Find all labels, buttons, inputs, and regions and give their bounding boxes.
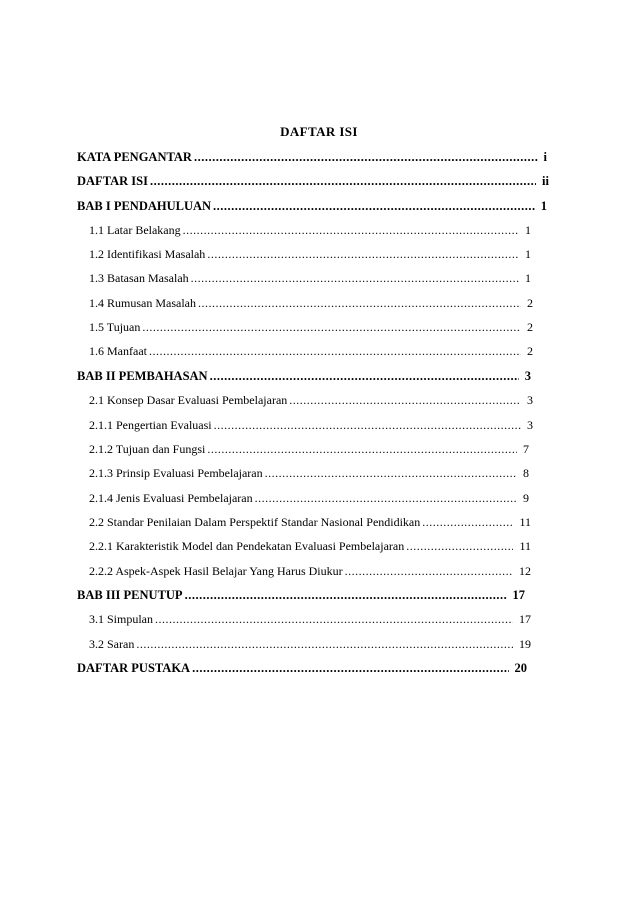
toc-entry-kata-pengantar[interactable] (77, 149, 547, 165)
toc-entry-label: 2.1.2 Tujuan dan Fungsi (89, 442, 206, 456)
toc-entry-2-1-4[interactable] (89, 490, 529, 506)
toc-entry-label: 2.1.4 Jenis Evaluasi Pembelajaran (89, 491, 253, 505)
dot-leader (212, 417, 521, 433)
toc-entry-page: 8 (523, 466, 529, 480)
toc-entry-2-2-1[interactable] (89, 538, 531, 554)
toc-entry-daftar-pustaka[interactable] (77, 660, 527, 676)
toc-entry-page: 17 (512, 588, 525, 602)
toc-entry-page: 11 (519, 515, 531, 529)
toc-entry-page: 3 (527, 418, 533, 432)
toc-entry-page: ii (542, 174, 549, 188)
dot-leader (192, 149, 538, 165)
toc-entry-2-2-2[interactable] (89, 563, 531, 579)
dot-leader (287, 392, 521, 408)
toc-entry-daftar-isi[interactable] (77, 173, 549, 189)
dot-leader (153, 611, 513, 627)
dot-leader (253, 490, 517, 506)
toc-entry-page: 20 (514, 661, 527, 675)
toc-entry-page: 3 (527, 393, 533, 407)
toc-entry-page: 1 (540, 199, 547, 213)
toc-entry-page: 2 (527, 344, 533, 358)
dot-leader (148, 173, 536, 189)
dot-leader (189, 270, 519, 286)
toc-entry-label: DAFTAR PUSTAKA (77, 661, 191, 675)
dot-leader (208, 368, 519, 384)
toc-entry-page: 1 (525, 247, 531, 261)
toc-entry-label: 1.1 Latar Belakang (89, 223, 181, 237)
toc-entry-bab-3[interactable] (77, 587, 525, 603)
toc-entry-page: 12 (519, 564, 531, 578)
toc-entry-label: BAB III PENUTUP (77, 588, 183, 602)
toc-entry-label: KATA PENGANTAR (77, 150, 192, 164)
toc-entry-label: 2.1 Konsep Dasar Evaluasi Pembelajaran (89, 393, 288, 407)
toc-entry-2-1[interactable] (89, 392, 533, 408)
toc-entry-page: 17 (519, 612, 531, 626)
toc-entry-2-2[interactable] (89, 514, 531, 530)
toc-entry-page: 7 (523, 442, 529, 456)
toc-entry-1-3[interactable] (89, 270, 531, 286)
dot-leader (147, 343, 521, 359)
toc-entry-page: 9 (523, 491, 529, 505)
toc-entry-page: i (543, 150, 547, 164)
page-title: DAFTAR ISI (280, 124, 358, 139)
toc-entry-label: 3.2 Saran (89, 637, 135, 651)
toc-entry-2-1-3[interactable] (89, 465, 529, 481)
toc-entry-3-1[interactable] (89, 611, 531, 627)
toc-entry-1-1[interactable] (89, 222, 531, 238)
toc-entry-label: 2.1.3 Prinsip Evaluasi Pembelajaran (89, 466, 263, 480)
toc-entry-page: 11 (519, 539, 531, 553)
toc-entry-page: 3 (524, 369, 531, 383)
dot-leader (140, 319, 521, 335)
toc-entry-label: BAB II PEMBAHASAN (77, 369, 208, 383)
toc-entry-label: 2.2.1 Karakteristik Model dan Pendekatan Evaluasi Pembelajaran (89, 539, 405, 553)
dot-leader (190, 660, 508, 676)
toc-entry-label: 1.4 Rumusan Masalah (89, 296, 196, 310)
toc-entry-1-6[interactable] (89, 343, 533, 359)
toc-entry-page: 2 (527, 296, 533, 310)
toc-entry-label: 2.1.1 Pengertian Evaluasi (89, 418, 212, 432)
toc-entry-page: 1 (525, 223, 531, 237)
dot-leader (183, 587, 507, 603)
toc-entry-page: 2 (527, 320, 533, 334)
dot-leader (205, 246, 519, 262)
toc-entry-page: 19 (519, 637, 531, 651)
dot-leader (211, 198, 535, 214)
dot-leader (205, 441, 517, 457)
toc-entry-label: 2.2 Standar Penilaian Dalam Perspektif Standar Nasional Pendidikan (89, 515, 421, 529)
toc-entry-label: 3.1 Simpulan (89, 612, 154, 626)
dot-leader (196, 295, 521, 311)
toc-entry-label: 1.3 Batasan Masalah (89, 271, 189, 285)
toc-entry-3-2[interactable] (89, 636, 531, 652)
dot-leader (420, 514, 513, 530)
dot-leader (263, 465, 517, 481)
toc-entry-1-5[interactable] (89, 319, 533, 335)
toc-entry-bab-1[interactable] (77, 198, 547, 214)
toc-entry-label: 1.5 Tujuan (89, 320, 141, 334)
dot-leader (343, 563, 513, 579)
toc-entry-label: DAFTAR ISI (77, 174, 148, 188)
toc-entry-1-4[interactable] (89, 295, 533, 311)
toc-entry-label: 1.6 Manfaat (89, 344, 147, 358)
toc-entry-label: 2.2.2 Aspek-Aspek Hasil Belajar Yang Harus Diukur (89, 564, 343, 578)
toc-entry-2-1-1[interactable] (89, 417, 533, 433)
toc-entry-label: BAB I PENDAHULUAN (77, 199, 212, 213)
dot-leader (181, 222, 519, 238)
toc-entry-page: 1 (525, 271, 531, 285)
toc-entry-label: 1.2 Identifikasi Masalah (89, 247, 206, 261)
toc-entry-1-2[interactable] (89, 246, 531, 262)
toc-entry-2-1-2[interactable] (89, 441, 529, 457)
dot-leader (134, 636, 513, 652)
toc-entry-bab-2[interactable] (77, 368, 531, 384)
dot-leader (404, 538, 513, 554)
